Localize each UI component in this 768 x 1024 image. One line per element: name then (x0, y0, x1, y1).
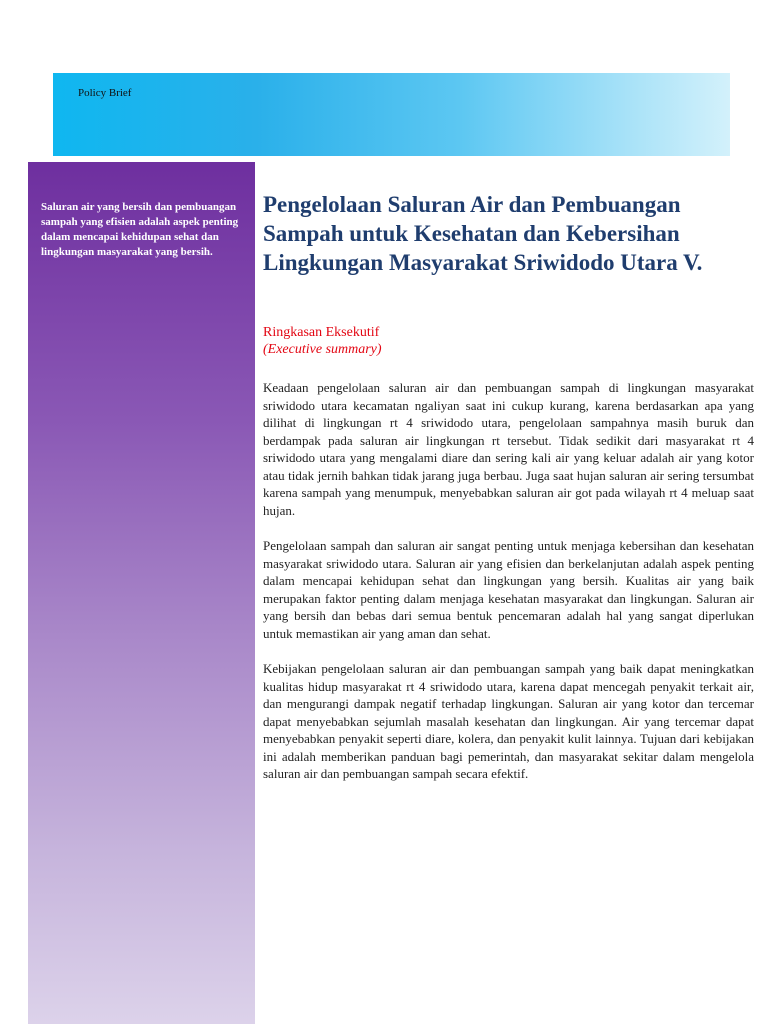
body-paragraph: Keadaan pengelolaan saluran air dan pembuangan sampah di lingkungan masyarakat sriwidodo utara kecamatan ngaliyan saat ini cukup kurang, karena berdasarkan apa yang dilihat di lingkungan rt 4 sriwidodo utara, pengelolaan sampahnya masih buruk dan berdampak pada saluran air lingkungan rt tersebut. Tidak sedikit dari masyarakat rt 4 sriwidodo utara yang mengalami diare dan sering kali air yang keluar adalah air yang kotor atau tidak jernih bahkan tidak jarang juga berbau. Juga saat hujan saluran air sering tersumbat karena sampah yang menumpuk, menyebabkan saluran air got pada wilayah rt 4 meluap saat hujan. (263, 380, 754, 518)
header-label: Policy Brief (78, 87, 132, 99)
summary-heading: Ringkasan Eksekutif (263, 325, 380, 340)
sidebar-callout-text: Saluran air yang bersih dan pembuangan sampah yang efisien adalah aspek penting dalam mencapai kehidupan sehat dan lingkungan masyarakat yang bersih. (41, 201, 239, 258)
body-paragraph: Pengelolaan sampah dan saluran air sangat penting untuk menjaga kebersihan dan kesehatan masyarakat sriwidodo utara. Saluran air yang efisien dan berkelanjutan adalah aspek penting dalam mencapai kehidupan sehat dan lingkungan yang bersih. Kualitas air yang baik merupakan faktor penting dalam menjaga kesehatan masyarakat dan lingkungan. Saluran air yang bersih dan bebas dari semua bentuk pencemaran adalah hal yang sangat diperlukan untuk memastikan air yang aman dan sehat. (263, 538, 754, 641)
document-title: Pengelolaan Saluran Air dan Pembuangan Sampah untuk Kesehatan dan Kebersihan Lingkungan Masyarakat Sriwidodo Utara V. (263, 192, 703, 275)
header-banner (53, 73, 730, 156)
summary-subheading: (Executive summary) (263, 342, 382, 357)
body-paragraph: Kebijakan pengelolaan saluran air dan pembuangan sampah yang baik dapat meningkatkan kualitas hidup masyarakat rt 4 sriwidodo utara, karena dapat mencegah penyakit terkait air, dan mengurangi dampak negatif terhadap lingkungan. Saluran air yang kotor dan tercemar dapat menyebabkan sejumlah masalah kesehatan dan lingkungan. Air yang tercemar dapat menyebabkan penyakit seperti diare, kolera, dan penyakit kulit lainnya. Tujuan dari kebijakan ini adalah memberikan panduan bagi pemerintah, dan masyarakat sekitar dalam mengelola saluran air dan pembuangan sampah secara efektif. (263, 661, 754, 781)
main-content (263, 190, 754, 783)
sidebar-panel (28, 162, 255, 1024)
